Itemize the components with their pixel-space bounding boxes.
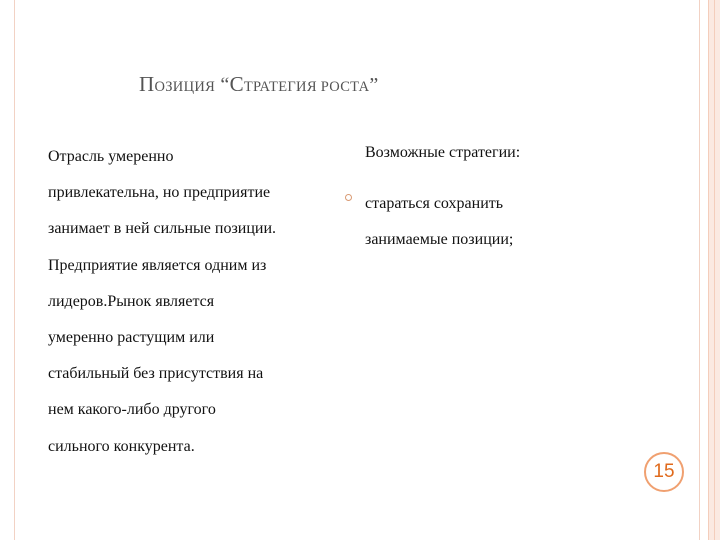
strategies-heading: Возможные стратегии: xyxy=(365,144,521,161)
left-text-line: Отрасль умеренно xyxy=(48,148,174,165)
left-text-line: сильного конкурента. xyxy=(48,437,195,455)
page-number: 15 xyxy=(653,461,675,482)
strategy-text-line: занимаемые позиции; xyxy=(365,231,514,249)
title-initial-2: С xyxy=(229,72,244,96)
left-description xyxy=(48,139,348,465)
strategy-list-item xyxy=(365,186,513,258)
title-rest-2: ТРАТЕГИЯ РОСТА xyxy=(243,79,370,95)
title-initial-1: П xyxy=(139,72,155,96)
slide-title xyxy=(139,72,379,97)
title-open-quote: “ xyxy=(215,74,230,96)
left-text-line: нем какого-либо другого xyxy=(48,401,216,419)
left-text-line: умеренно растущим или xyxy=(48,329,215,347)
bullet-icon xyxy=(345,194,352,201)
left-text-line: лидеров.Рынок является xyxy=(48,292,215,310)
strategy-text-line: стараться сохранить xyxy=(365,195,504,212)
title-rest-1: ОЗИЦИЯ xyxy=(154,79,216,95)
page-number-badge xyxy=(644,452,684,492)
decorative-rail-line xyxy=(714,0,715,540)
left-text-line: привлекательна, но предприятие xyxy=(48,184,271,202)
left-text-line: Предприятие является одним из xyxy=(48,256,267,274)
left-text-line: занимает в ней сильные позиции. xyxy=(48,220,277,238)
left-text-line: стабильный без присутствия на xyxy=(48,365,264,383)
title-close-quote: ” xyxy=(369,74,379,96)
